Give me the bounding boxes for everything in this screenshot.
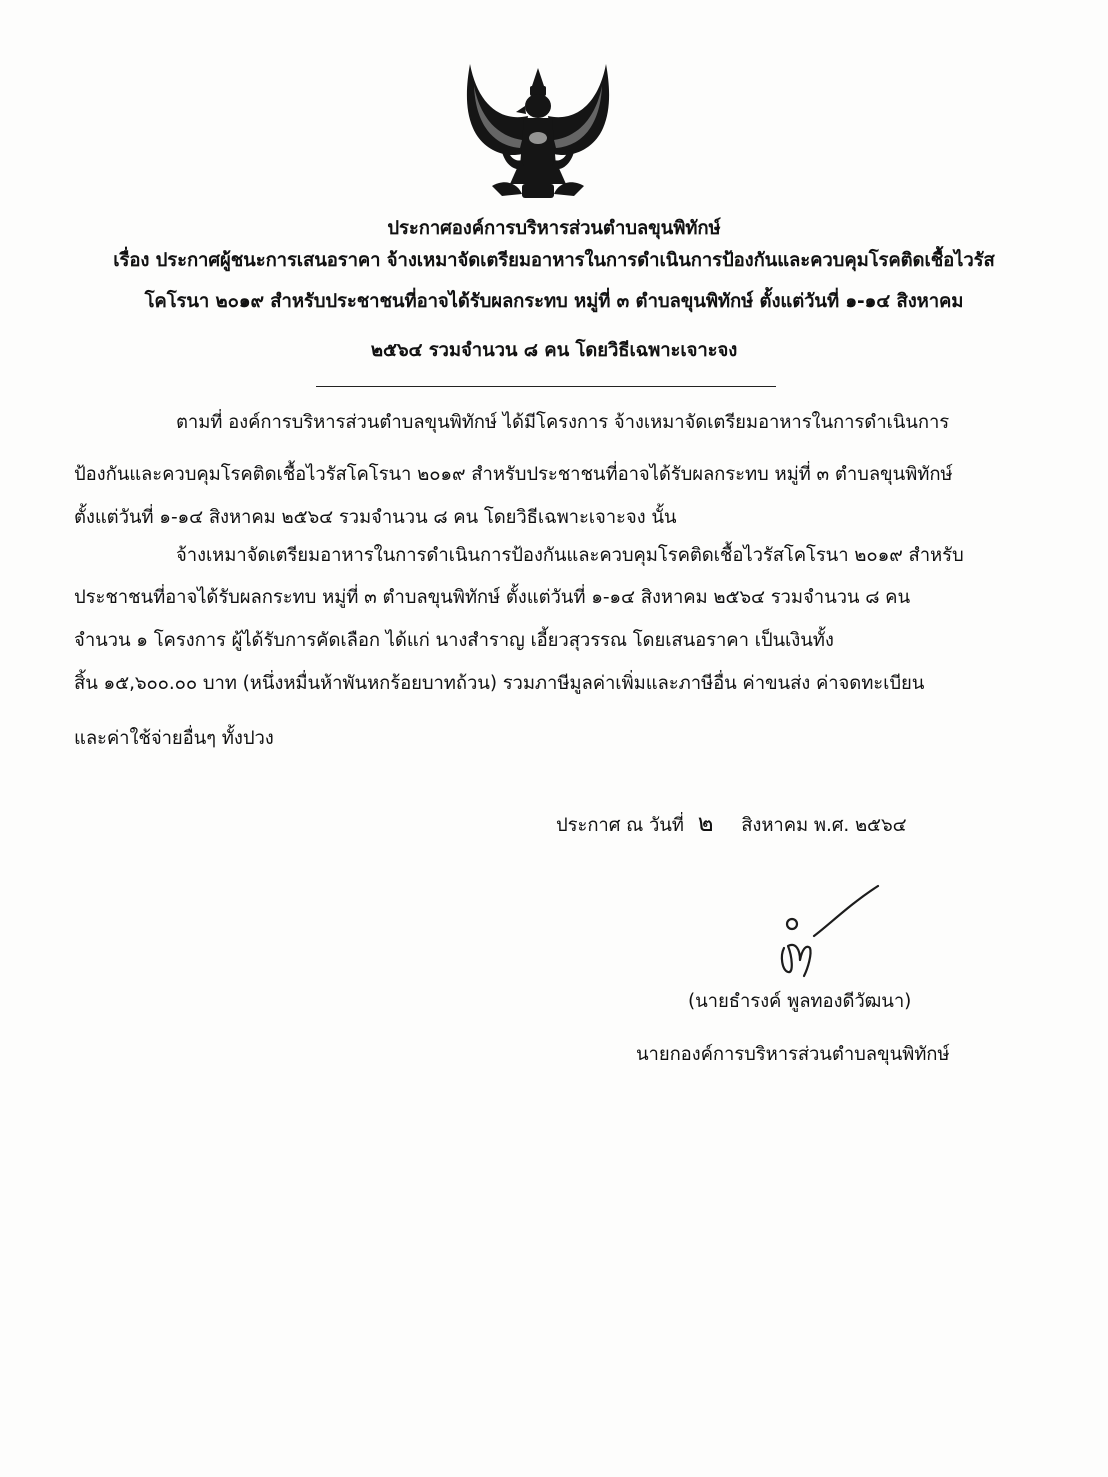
- date-month-year: สิงหาคม พ.ศ. ๒๕๖๔: [741, 815, 907, 836]
- signer-name: (นายธำรงค์ พูลทองดีวัฒนา): [688, 991, 912, 1012]
- subject-line-2: โคโรนา ๒๐๑๙ สำหรับประชาชนที่อาจได้รับผลกระทบ หมู่ที่ ๓ ตำบลขุนพิทักษ์ ตั้งแต่วันที่ ๑-๑๔ สิงหาคม: [144, 291, 964, 312]
- garuda-emblem: [462, 56, 614, 206]
- handwritten-signature: [770, 880, 890, 990]
- subject-line-1: เรื่อง ประกาศผู้ชนะการเสนอราคา จ้างเหมาจัดเตรียมอาหารในการดำเนินการป้องกันและควบคุมโรคติดเชื้อไวรัส: [113, 250, 995, 271]
- paragraph-1-line-2: ป้องกันและควบคุมโรคติดเชื้อไวรัสโคโรนา ๒๐๑๙ สำหรับประชาชนที่อาจได้รับผลกระทบ หมู่ที่ ๓ ตำบลขุนพิทักษ์: [74, 464, 953, 485]
- date-line: [556, 803, 906, 842]
- date-day: ๒: [697, 809, 714, 837]
- paragraph-1-line-1: ตามที่ องค์การบริหารส่วนตำบลขุนพิทักษ์ ได้มีโครงการ จ้างเหมาจัดเตรียมอาหารในการดำเนินการ: [176, 412, 950, 433]
- paragraph-1-line-3: ตั้งแต่วันที่ ๑-๑๔ สิงหาคม ๒๕๖๔ รวมจำนวน ๘ คน โดยวิธีเฉพาะเจาะจง นั้น: [74, 507, 677, 528]
- paragraph-2-line-1: จ้างเหมาจัดเตรียมอาหารในการดำเนินการป้องกันและควบคุมโรคติดเชื้อไวรัสโคโรนา ๒๐๑๙ สำหรับ: [176, 545, 964, 566]
- paragraph-2-line-4: สิ้น ๑๕,๖๐๐.๐๐ บาท (หนึ่งหมื่นห้าพันหกร้อยบาทถ้วน) รวมภาษีมูลค่าเพิ่มและภาษีอื่น ค่าขนส่ง ค่าจดทะเบียน: [74, 673, 925, 694]
- paragraph-2-line-2: ประชาชนที่อาจได้รับผลกระทบ หมู่ที่ ๓ ตำบลขุนพิทักษ์ ตั้งแต่วันที่ ๑-๑๔ สิงหาคม ๒๕๖๔ รวมจำนวน ๘ คน: [74, 587, 911, 608]
- date-prefix: ประกาศ ณ วันที่: [556, 815, 684, 836]
- announcement-title: ประกาศองค์การบริหารส่วนตำบลขุนพิทักษ์: [387, 218, 721, 239]
- subject-line-3: ๒๕๖๔ รวมจำนวน ๘ คน โดยวิธีเฉพาะเจาะจง: [370, 340, 738, 361]
- paragraph-2-line-3: จำนวน ๑ โครงการ ผู้ได้รับการคัดเลือก ได้แก่ นางสำราญ เอี้ยวสุวรรณ โดยเสนอราคา เป็นเงินทั้ง: [74, 630, 834, 651]
- heading-divider: [316, 386, 776, 387]
- signer-title: นายกองค์การบริหารส่วนตำบลขุนพิทักษ์: [636, 1044, 950, 1065]
- paragraph-2-line-5: และค่าใช้จ่ายอื่นๆ ทั้งปวง: [74, 728, 274, 749]
